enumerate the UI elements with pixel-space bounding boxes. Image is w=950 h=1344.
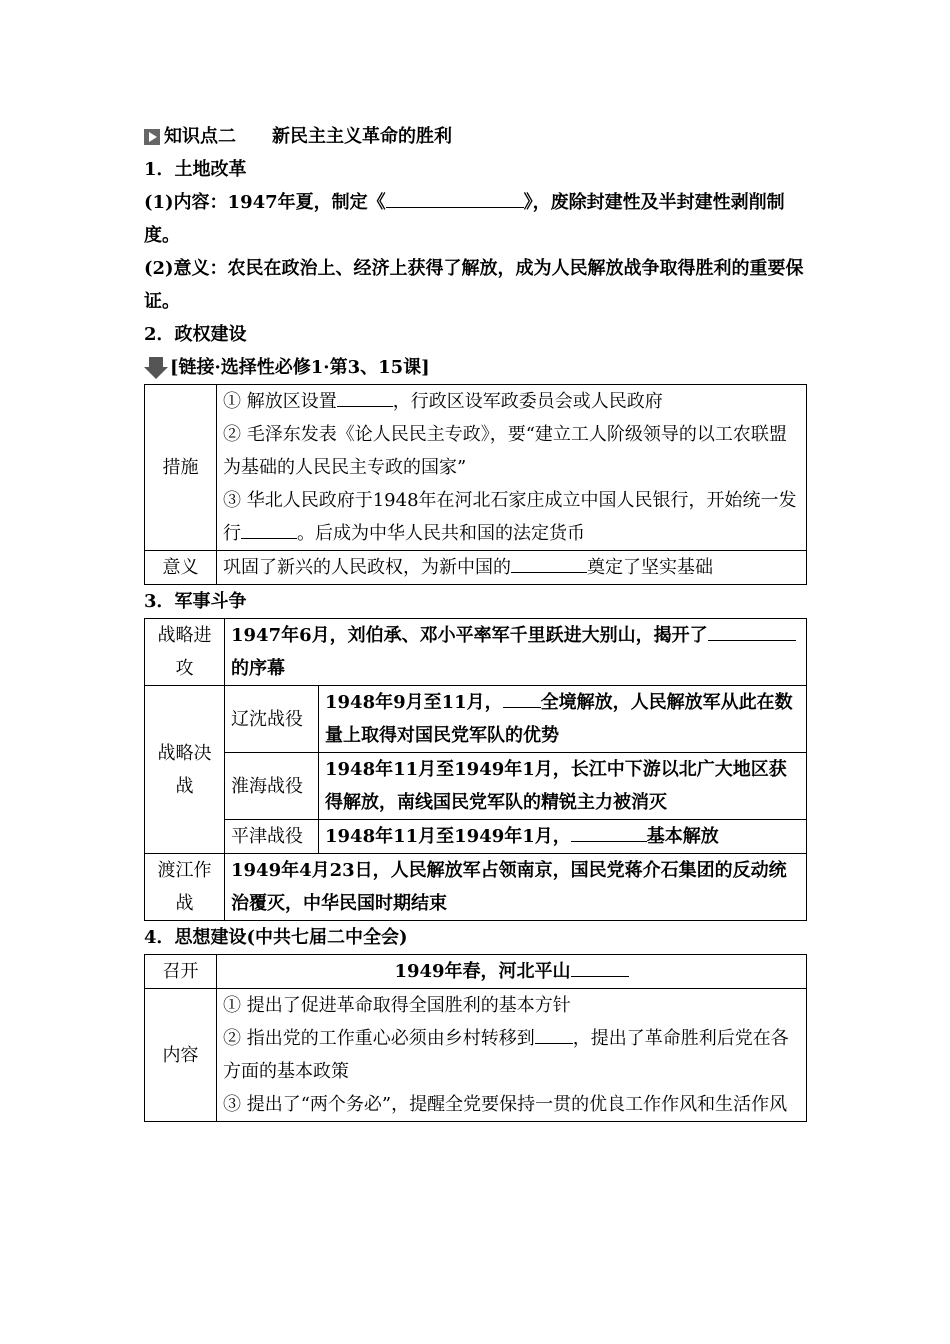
offensive-cell: 1947年6月，刘伯承、邓小平率军千里跃进大别山，揭开了的序幕 [225,619,807,686]
content-label: 内容 [145,989,217,1122]
huaihai-cell: 1948年11月至1949年1月，长江中下游以北广大地区获得解放，南线国民党军队的精锐主力被消灭 [319,753,807,820]
pingjin-cell: 1948年11月至1949年1月， 基本解放 [319,820,807,854]
table-row [145,989,807,1122]
table-row [145,854,807,921]
liaoshen-label: 辽沈战役 [225,686,319,753]
document-page [144,120,807,1122]
section-title-label: 知识点二 [164,126,236,147]
measure-3: ③ 华北人民政府于1948年在河北石家庄成立中国人民银行，开始统一发行 。后成为中华人民共和国的法定货币 [223,490,797,544]
table-row [145,385,807,551]
blank [571,958,629,977]
blank [571,823,647,842]
land-reform-meaning: (2)意义：农民在政治上、经济上获得了解放，成为人民解放战争取得胜利的重要保证。 [144,258,804,312]
blank [535,1025,573,1044]
regime-table [144,384,807,585]
table-row [145,619,807,686]
ideology-heading: 4．思想建设(中共七届二中全会) [144,927,408,948]
military-heading: 3．军事斗争 [144,591,247,612]
table-row [145,753,807,820]
regime-heading: 2．政权建设 [144,324,247,345]
measure-2: ② 毛泽东发表《论人民民主专政》，要“建立工人阶级领导的以工农联盟为基础的人民民主专政的国家” [223,424,787,478]
play-icon [144,129,160,145]
blank [337,388,393,407]
content-cell [217,989,807,1122]
table-row [145,551,807,585]
section-title [144,120,807,153]
ideology-table [144,954,807,1122]
blank [778,622,796,641]
section-subtitle: 新民主主义革命的胜利 [272,126,452,147]
content-3: ③ 提出了“两个务必”，提醒全党要保持一贯的优良工作作风和生活作风 [223,1094,788,1115]
content-1: ① 提出了促进革命取得全国胜利的基本方针 [223,995,571,1016]
link-note-text: [链接·选择性必修1·第3、15课] [170,357,430,378]
blank [241,520,297,539]
huaihai-label: 淮海战役 [225,753,319,820]
liaoshen-cell: 1948年9月至11月， 全境解放，人民解放军从此在数量上取得对国民党军队的优势 [319,686,807,753]
table-row [145,820,807,854]
land-reform-content: (1)内容：1947年夏，制定《 》，废除封建性及半封建性剥削制度。 [144,186,807,252]
down-arrow-icon [144,357,168,379]
measures-cell [217,385,807,551]
crossing-label: 渡江作战 [145,854,225,921]
pingjin-label: 平津战役 [225,820,319,854]
measures-label: 措施 [145,385,217,551]
blank [511,554,587,573]
decisive-label: 战略决战 [145,686,225,854]
convene-label: 召开 [145,955,217,989]
military-table [144,618,807,921]
blank [386,189,524,208]
blank [503,689,541,708]
measure-1: ① 解放区设置 ，行政区设军政委员会或人民政府 [223,385,800,418]
crossing-cell: 1949年4月23日，人民解放军占领南京，国民党蒋介石集团的反动统治覆灭，中华民国时期结束 [225,854,807,921]
link-note [144,351,807,384]
offensive-label: 战略进攻 [145,619,225,686]
meaning-label: 意义 [145,551,217,585]
land-reform-heading: 1．土地改革 [144,159,247,180]
blank [708,622,778,641]
table-row [145,955,807,989]
meaning-cell: 巩固了新兴的人民政权，为新中国的 奠定了坚实基础 [217,551,807,585]
content-2: ② 指出党的工作重心必须由乡村转移到 ，提出了革命胜利后党在各方面的基本政策 [223,1022,800,1088]
convene-cell: 1949年春，河北平山 [217,955,807,989]
table-row [145,686,807,753]
